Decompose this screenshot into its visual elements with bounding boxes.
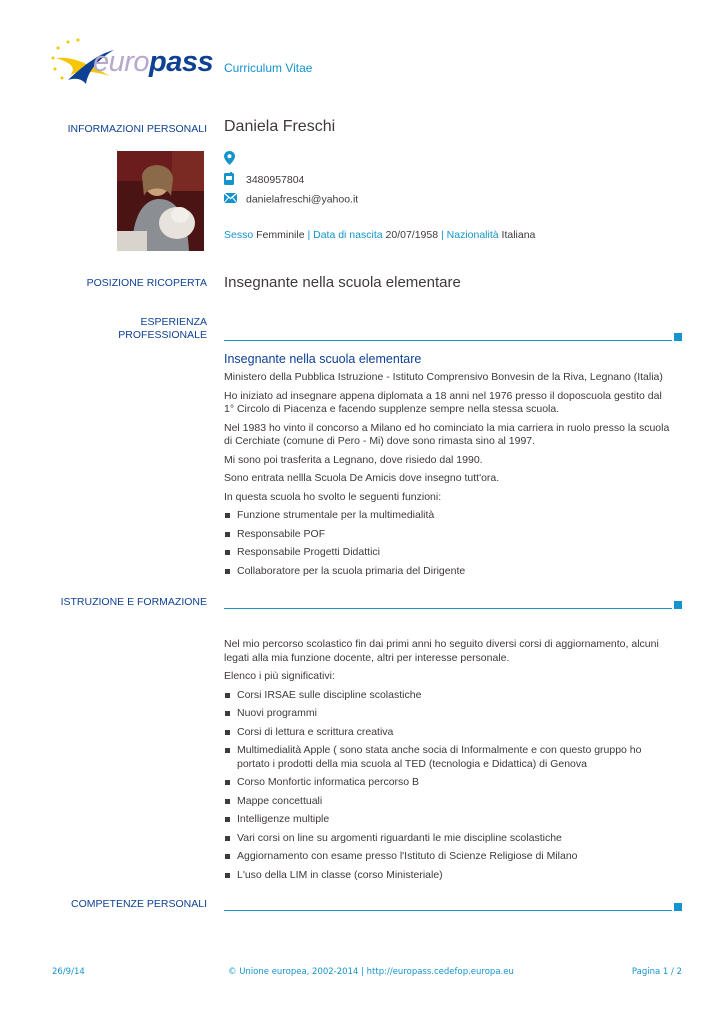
list-item: L'uso della LIM in classe (corso Ministeriale): [224, 869, 674, 883]
sex-label: Sesso: [224, 229, 254, 241]
email-row: [224, 193, 358, 206]
education-body: [224, 638, 674, 887]
list-item: Nuovi programmi: [224, 707, 674, 721]
separator: |: [441, 229, 444, 241]
section-label-experience-line-1: ESPERIENZA: [140, 316, 207, 328]
list-item: Corsi IRSAE sulle discipline scolastiche: [224, 689, 674, 703]
email-address[interactable]: danielafreschi@yahoo.it: [246, 193, 359, 206]
phone-number[interactable]: 3480957804: [246, 173, 305, 186]
personal-details-row: [224, 229, 535, 241]
list-item: Aggiornamento con esame presso l'Istituto di Scienze Religiose di Milano: [224, 850, 674, 864]
list-item: Mappe concettuali: [224, 795, 674, 809]
section-divider-square-icon: [674, 601, 682, 609]
address-row: [224, 151, 246, 168]
birth-date-label: Data di nascita: [313, 229, 383, 241]
birth-date-value: 20/07/1958: [385, 229, 439, 241]
experience-paragraph: Nel 1983 ho vinto il concorso a Milano ed ho cominciato la mia carriera in ruolo presso la scuola di Cerchiate (comune di Pero - Mi) dove sono rimasta sino al 1997.: [224, 421, 670, 447]
education-list-intro: Elenco i più significativi:: [224, 670, 335, 682]
employer: Ministero della Pubblica Istruzione - Istituto Comprensivo Bonvesin de la Riva, Legnano (Italia): [224, 371, 663, 383]
list-item: Vari corsi on line su argomenti riguardanti le mie discipline scolastiche: [224, 832, 674, 846]
europass-wordmark: [93, 42, 213, 82]
experience-paragraph: Ho iniziato ad insegnare appena diplomata a 18 anni nel 1976 presso il doposcuola gestito dal 1° Circolo di Piacenza e facendo supplenze sempre nella stessa scuola.: [224, 389, 662, 415]
section-divider-skills: [224, 910, 672, 911]
list-item: Funzione strumentale per la multimedialità: [224, 509, 674, 523]
list-item: Responsabile Progetti Didattici: [224, 546, 674, 560]
section-divider-education: [224, 608, 672, 609]
footer-copyright[interactable]: © Unione europea, 2002-2014 | http://europass.cedefop.europa.eu: [228, 967, 514, 977]
separator: |: [307, 229, 311, 241]
list-item: Intelligenze multiple: [224, 813, 674, 827]
nationality-value: Italiana: [501, 229, 536, 241]
experience-body: [224, 371, 674, 583]
mobile-phone-icon: [224, 172, 238, 188]
list-item: Collaboratore per la scuola primaria del Dirigente: [224, 565, 674, 579]
footer-date: 26/9/14: [52, 967, 85, 977]
section-label-experience: [30, 316, 207, 342]
section-label-education: ISTRUZIONE E FORMAZIONE: [60, 596, 207, 608]
position-title: Insegnante nella scuola elementare: [224, 274, 461, 291]
functions-list: [224, 509, 674, 578]
logo-word-light: euro: [93, 46, 150, 78]
experience-paragraph: Sono entrata nellla Scuola De Amicis dove insegno tutt'ora.: [224, 472, 500, 484]
phone-row: [224, 172, 304, 188]
europass-logo: [48, 36, 213, 92]
list-item: Corsi di lettura e scrittura creativa: [224, 726, 674, 740]
location-pin-icon: [224, 151, 238, 168]
education-intro: Nel mio percorso scolastico fin dai primi anni ho seguito diversi corsi di aggiornamento, alcuni legati alla mia funzione docente, altri per interesse personale.: [224, 638, 659, 664]
envelope-icon: [224, 193, 238, 206]
profile-photo: [117, 151, 204, 251]
nationality-label: Nazionalità: [446, 229, 499, 241]
courses-list: [224, 689, 674, 883]
sex-value: Femminile: [256, 229, 305, 241]
experience-paragraph: Mi sono poi trasferita a Legnano, dove risiedo dal 1990.: [224, 453, 483, 466]
section-label-personal-info: INFORMAZIONI PERSONALI: [67, 123, 207, 135]
section-label-experience-line-2: PROFESSIONALE: [118, 329, 207, 341]
footer-page-number: Pagina 1 / 2: [631, 967, 682, 977]
experience-paragraph: In questa scuola ho svolto le seguenti funzioni:: [224, 490, 442, 503]
list-item: Corso Monfortic informatica percorso B: [224, 776, 674, 790]
list-item: Responsabile POF: [224, 528, 674, 542]
section-label-position: POSIZIONE RICOPERTA: [86, 277, 207, 289]
section-label-skills: COMPETENZE PERSONALI: [71, 898, 207, 910]
job-title: Insegnante nella scuola elementare: [224, 352, 422, 366]
person-name: Daniela Freschi: [224, 118, 336, 135]
document-title: Curriculum Vitae: [224, 61, 313, 75]
section-divider-experience: [224, 340, 672, 341]
list-item: Multimedialità Apple ( sono stata anche socia di Informalmente e con questo gruppo ho portato i prodotti della mia scuola al TED (tecnologia e Didattica) di Genova: [224, 744, 674, 771]
section-divider-square-icon: [674, 903, 682, 911]
section-divider-square-icon: [674, 333, 682, 341]
logo-word-bold: pass: [149, 46, 214, 78]
